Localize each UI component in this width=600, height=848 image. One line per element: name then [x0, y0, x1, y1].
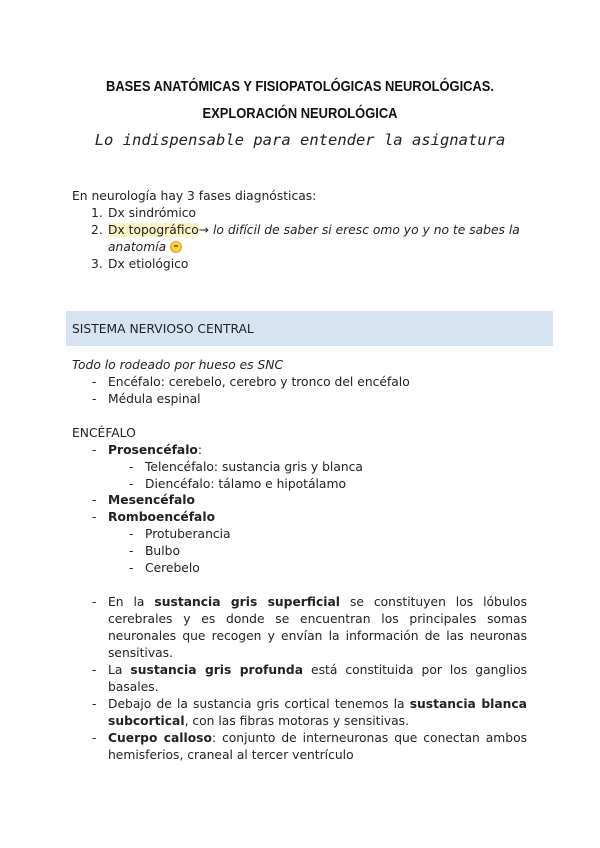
- bullet-dash: -: [92, 595, 97, 609]
- section-heading: SISTEMA NERVIOSO CENTRAL: [72, 322, 254, 336]
- sublist-item-protuberancia: Protuberancia: [145, 527, 231, 541]
- sublist-item-bulbo: Bulbo: [145, 544, 180, 558]
- highlighted-text: Dx topográfico: [108, 223, 199, 237]
- note-text: La: [108, 663, 131, 677]
- bullet-dash: -: [129, 544, 134, 558]
- note-text: Debajo de la sustancia gris cortical tenemos la: [108, 697, 410, 711]
- list-number: 3.: [91, 257, 103, 271]
- list-item-encefalo: Encéfalo: cerebelo, cerebro y tronco del encéfalo: [108, 375, 410, 389]
- encefalo-heading: ENCÉFALO: [72, 426, 136, 440]
- arrow-icon: →: [198, 223, 210, 237]
- bullet-dash: -: [129, 460, 134, 474]
- list-item-medula: Médula espinal: [108, 392, 201, 406]
- bullet-dash: -: [129, 561, 134, 575]
- document-subtitle: Lo indispensable para entender la asignatura: [94, 131, 506, 149]
- note-text: En la: [108, 595, 155, 609]
- note-cuerpo-calloso: [108, 730, 527, 764]
- sublist-item-diencefalo: Diencéfalo: tálamo e hipotálamo: [145, 477, 346, 491]
- list-item-continuation: [108, 239, 182, 256]
- bold-term: Prosencéfalo: [108, 443, 198, 457]
- list-item-prosencefalo: [108, 442, 202, 459]
- bullet-dash: -: [92, 731, 97, 745]
- bold-term: Cuerpo calloso: [108, 731, 212, 745]
- bold-term: sustancia gris superficial: [154, 595, 341, 609]
- list-item-romboencefalo: Romboencéfalo: [108, 510, 216, 524]
- bullet-dash: -: [129, 527, 134, 541]
- bold-term: sustancia blanca subcortical: [108, 697, 527, 728]
- note-text: se constituyen los lóbulos cerebrales y es donde se encuentran los principales somas neuronales que recogen y envían la información de las neuronas sensitivas.: [108, 595, 527, 660]
- document-title-line1: BASES ANATÓMICAS Y FISIOPATOLÓGICAS NEUROLÓGICAS.: [106, 78, 494, 95]
- list-number: 2.: [91, 223, 103, 237]
- list-number: 1.: [91, 206, 103, 220]
- bullet-dash: -: [92, 510, 97, 524]
- note-sustancia-gris-superficial: [108, 594, 527, 662]
- note-sustancia-blanca: [108, 696, 527, 730]
- bullet-dash: -: [92, 493, 97, 507]
- sublist-item-cerebelo: Cerebelo: [145, 561, 200, 575]
- note-text: , con las fibras motoras y sensitivas.: [184, 714, 410, 728]
- intro-lead: En neurología hay 3 fases diagnósticas:: [72, 189, 317, 203]
- list-item-dx-etiologico: Dx etiológico: [108, 257, 189, 271]
- document-title-line2: EXPLORACIÓN NEUROLÓGICA: [202, 105, 398, 122]
- list-item-dx-topografico: [108, 222, 520, 239]
- bullet-dash: -: [92, 392, 97, 406]
- colon: :: [197, 443, 203, 457]
- note-text: : conjunto de interneuronas que conectan ambos hemisferios, craneal al tercer ventrículo: [108, 731, 528, 762]
- list-item-mesencefalo: Mesencéfalo: [108, 493, 195, 507]
- bold-term: sustancia gris profunda: [130, 663, 304, 677]
- bullet-dash: -: [92, 375, 97, 389]
- section-lead: Todo lo rodeado por hueso es SNC: [72, 358, 284, 372]
- bullet-dash: -: [92, 697, 97, 711]
- smiling-face-icon: [170, 241, 182, 253]
- note-text-continued: anatomía: [108, 240, 167, 254]
- note-text: lo difícil de saber si eresc omo yo y no te sabes la: [209, 223, 520, 237]
- bullet-dash: -: [129, 477, 134, 491]
- note-sustancia-gris-profunda: [108, 662, 527, 696]
- bullet-dash: -: [92, 443, 97, 457]
- sublist-item-telencefalo: Telencéfalo: sustancia gris y blanca: [145, 460, 363, 474]
- note-text: está constituida por los ganglios basales.: [108, 663, 527, 694]
- list-item-dx-sindromico: Dx sindrómico: [108, 206, 197, 220]
- bullet-dash: -: [92, 663, 97, 677]
